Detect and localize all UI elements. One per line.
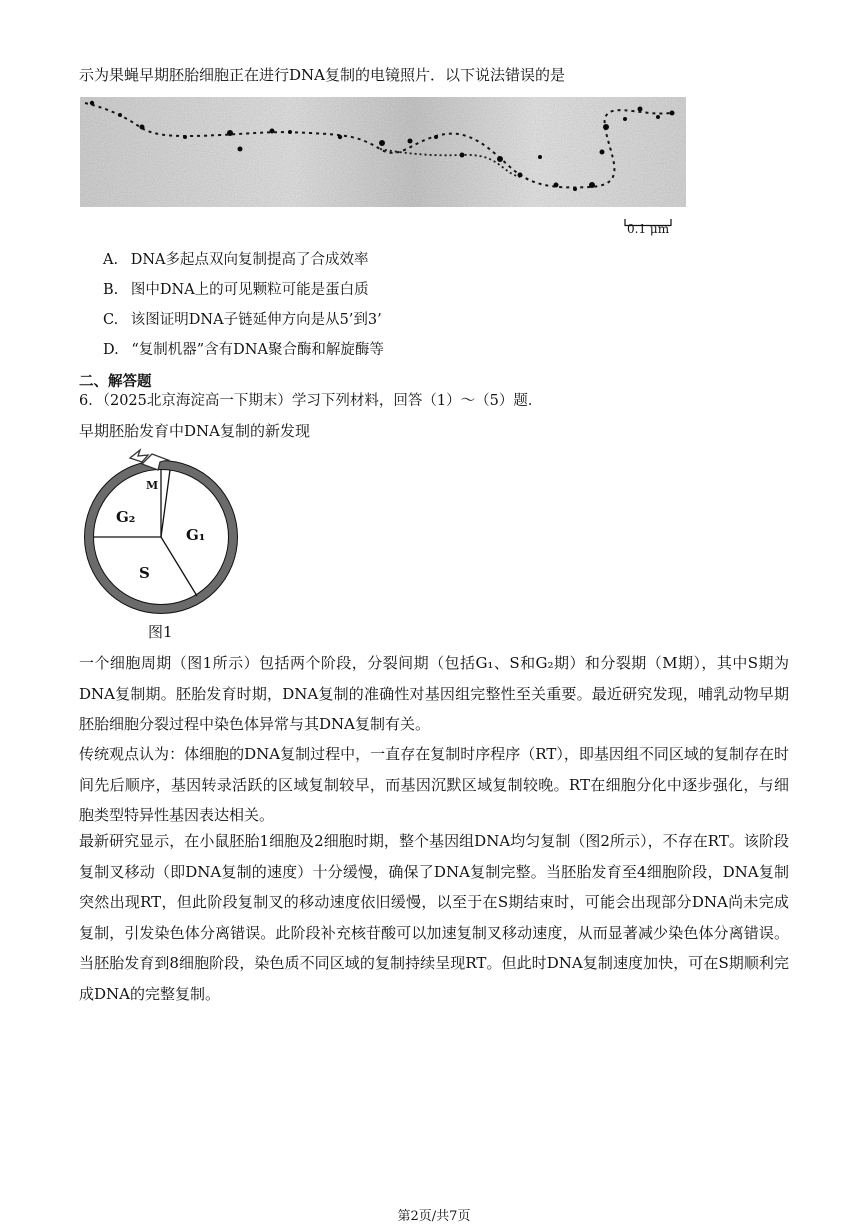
- option-letter: B.: [103, 282, 119, 298]
- paragraph-3: 最新研究显示，在小鼠胚胎1细胞及2细胞时期，整个基因组DNA均匀复制（图2所示），不存在RT。该阶段复制叉移动（即DNA复制的速度）十分缓慢，确保了DNA复制完整。当胚胎发育至4细胞阶段，DNA复制突然出现RT，但此阶段复制叉的移动速度依旧缓慢，以至于在S期结束时，可能会出现部分DNA尚未完成复制，引发染色体分离错误。此阶段补充核苷酸可以加速复制叉移动速度，从而显著减少染色体分离错误。当胚胎发育到8细胞阶段，染色质不同区域的复制持续呈现RT。但此时DNA复制速度加快，可在S期顺利完成DNA的完整复制。: [79, 832, 789, 1003]
- paragraph-2: 传统观点认为：体细胞的DNA复制过程中，一直存在复制时序程序（RT），即基因组不同区域的复制存在时间先后顺序，基因转录活跃的区域复制较早，而基因沉默区域复制较晚。RT在细胞分化中逐步强化，与细胞类型特异性基因表达相关。: [79, 745, 789, 824]
- option-letter: D.: [103, 342, 119, 358]
- phase-m-label: M: [146, 479, 159, 492]
- figure-1-caption: 图1: [148, 623, 173, 641]
- option-a: [103, 249, 369, 271]
- phase-s-label: S: [139, 564, 150, 582]
- question-6-header: 6．（2025北京海淀高一下期末）学习下列材料，回答（1）～（5）题．: [79, 393, 543, 409]
- option-d: [103, 339, 384, 361]
- option-text: DNA多起点双向复制提高了合成效率: [130, 252, 369, 268]
- phase-g2-label: G₂: [116, 508, 136, 526]
- question-intro: 示为果蝇早期胚胎细胞正在进行DNA复制的电镜照片．以下说法错误的是: [79, 66, 565, 84]
- scale-bar-label: 0.1 μm: [627, 222, 670, 236]
- paragraph-1: 一个细胞周期（图1所示）包括两个阶段，分裂间期（包括G₁、S和G₂期）和分裂期（M期），其中S期为DNA复制期。胚胎发育时期，DNA复制的准确性对基因组完整性至关重要。最近研究发现，哺乳动物早期胚胎细胞分裂过程中染色体异常与其DNA复制有关。: [79, 654, 789, 733]
- option-text: 该图证明DNA子链延伸方向是从5’到3’: [130, 312, 382, 328]
- scale-bar: [624, 212, 672, 220]
- micrograph-image: [80, 97, 686, 207]
- page-footer: 第2页/共7页: [397, 1209, 471, 1224]
- option-c: [103, 309, 382, 331]
- option-letter: A.: [103, 252, 119, 268]
- phase-g1-label: G₁: [186, 526, 206, 544]
- cell-cycle-figure: [80, 448, 245, 623]
- option-text: 图中DNA上的可见颗粒可能是蛋白质: [130, 282, 369, 298]
- option-text: “复制机器”含有DNA聚合酶和解旋酶等: [131, 342, 384, 358]
- option-b: [103, 279, 369, 301]
- article-title: 早期胚胎发育中DNA复制的新发现: [79, 422, 310, 440]
- divider-m-g1: [161, 470, 170, 537]
- section-heading: 二、解答题: [79, 373, 152, 390]
- divider-s-g1: [161, 537, 197, 596]
- electron-micrograph: [80, 97, 686, 207]
- option-letter: C.: [103, 312, 119, 328]
